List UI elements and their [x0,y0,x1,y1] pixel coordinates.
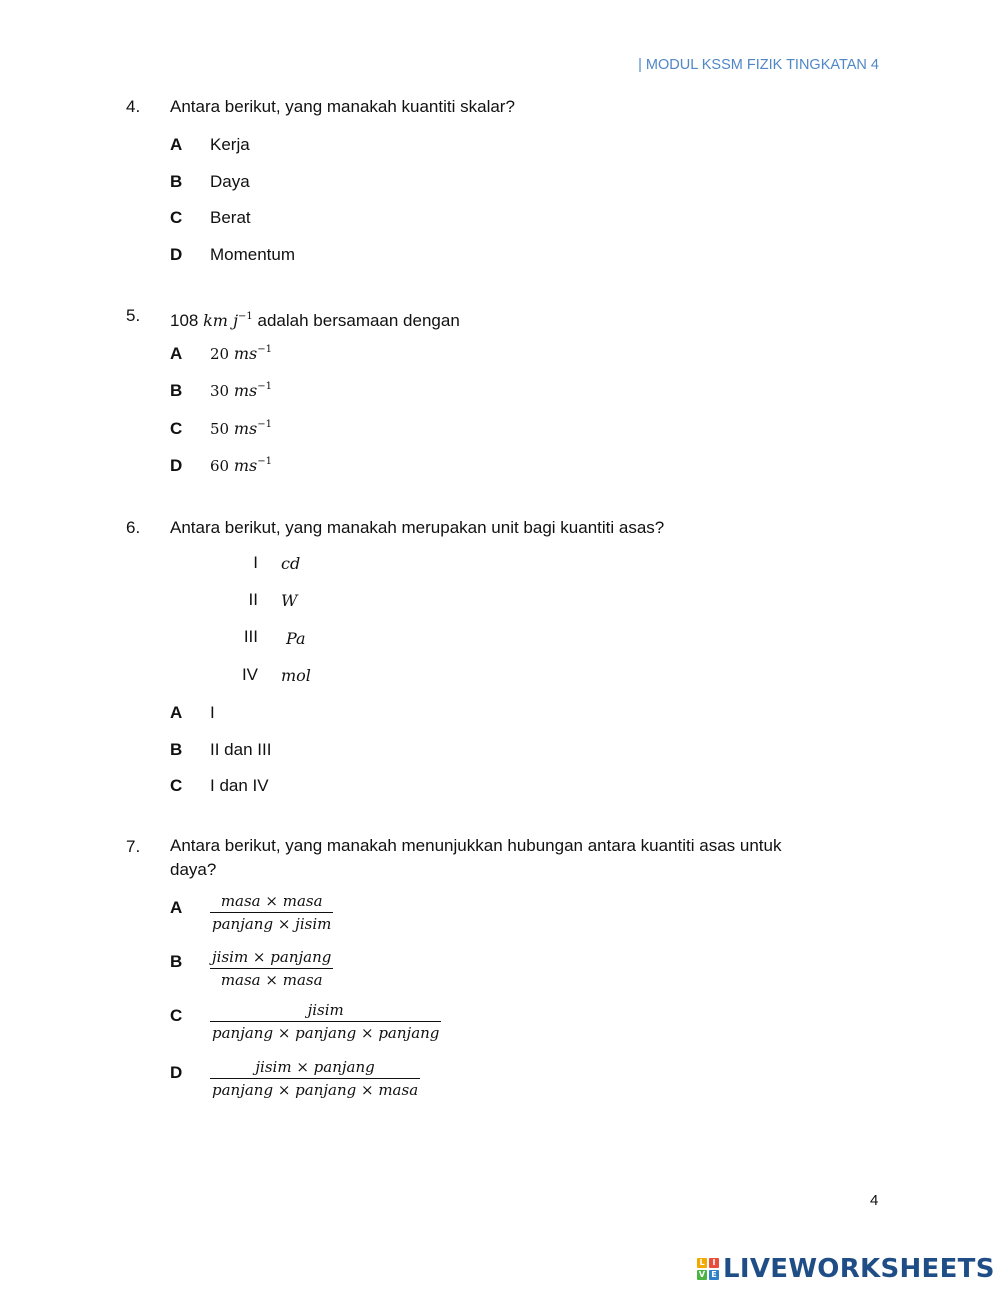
q5-text: adalah bersamaan dengan [257,311,460,330]
question-5-text [170,305,830,333]
q4-option-c-text[interactable]: Berat [210,208,251,227]
q7-option-b-letter: B [170,952,183,971]
question-4-number: 4. [126,97,141,116]
q6-option-b-text[interactable]: II dan III [210,740,272,759]
question-6-number: 6. [126,518,141,537]
question-4-text: Antara berikut, yang manakah kuantiti skalar? [170,97,515,116]
q7-option-a-fraction[interactable] [210,892,333,933]
q5-option-c-letter: C [170,419,183,438]
q4-option-d-letter: D [170,245,183,264]
q7-option-a-letter: A [170,898,183,917]
q7-option-d-fraction[interactable] [210,1058,420,1099]
q7-option-c-letter: C [170,1006,183,1025]
q7-option-d-denominator: panjang × panjang × masa [212,1081,419,1099]
q6-statement-ii-roman: II [248,590,258,609]
q4-option-d-text[interactable]: Momentum [210,245,296,264]
question-6-text: Antara berikut, yang manakah merupakan unit bagi kuantiti asas? [170,518,665,537]
q6-statement-iii-roman: III [243,627,258,646]
q4-option-a-text[interactable]: Kerja [210,135,250,154]
q5-option-d[interactable]: 60 $ms^{-1}$ [210,456,272,475]
liveworksheets-logo [697,1254,995,1284]
q6-statement-iv-value: mol [281,666,311,685]
q5-option-c[interactable]: 50 $ms^{-1}$ [210,419,272,438]
question-5-number: 5. [126,306,141,325]
q7-option-c-numerator: jisim [210,1001,441,1022]
logo-grid-icon: L I V E [697,1258,719,1280]
q7-option-d-numerator: jisim × panjang [210,1058,420,1079]
q7-option-d-letter: D [170,1063,183,1082]
q6-statement-iii-value: Pa [286,629,306,648]
q7-option-c-denominator: panjang × panjang × panjang [212,1024,440,1042]
q4-option-a-letter: A [170,135,183,154]
q6-option-c-letter: C [170,776,183,795]
q5-value: 108 [170,311,199,330]
question-7-text: Antara berikut, yang manakah menunjukkan hubungan antara kuantiti asas untuk daya? [170,836,782,879]
q7-option-c-fraction[interactable] [210,1001,441,1042]
q7-option-b-denominator: masa × masa [220,971,323,989]
q5-option-a-letter: A [170,344,183,363]
q5-option-a[interactable]: 20 $ms^{-1}$ [210,344,272,363]
q5-unit: km $j^{-1}$ [203,311,253,330]
page-number: 4 [870,1192,879,1209]
q6-option-a-letter: A [170,703,183,722]
q6-statement-i-roman: I [253,553,258,572]
q7-option-a-numerator: masa × masa [210,892,333,913]
q6-option-c-text[interactable]: I dan IV [210,776,269,795]
q5-option-b-letter: B [170,381,183,400]
question-7-number: 7. [126,837,141,856]
module-header: | MODUL KSSM FIZIK TINGKATAN 4 [638,57,879,73]
q7-option-a-denominator: panjang × jisim [212,915,332,933]
q6-option-a-text[interactable]: I [210,703,215,722]
q7-option-b-numerator: jisim × panjang [210,948,333,969]
logo-text: LIVEWORKSHEETS [723,1254,995,1284]
q6-statement-iv-roman: IV [241,665,258,684]
q4-option-b-text[interactable]: Daya [210,172,250,191]
q6-statement-i-value: cd [281,554,301,573]
q6-statement-ii-value: W [281,591,298,610]
q4-option-b-letter: B [170,172,183,191]
q5-option-d-letter: D [170,456,183,475]
q4-option-c-letter: C [170,208,183,227]
q6-option-b-letter: B [170,740,183,759]
q7-option-b-fraction[interactable] [210,948,333,989]
q5-option-b[interactable]: 30 $ms^{-1}$ [210,381,272,400]
